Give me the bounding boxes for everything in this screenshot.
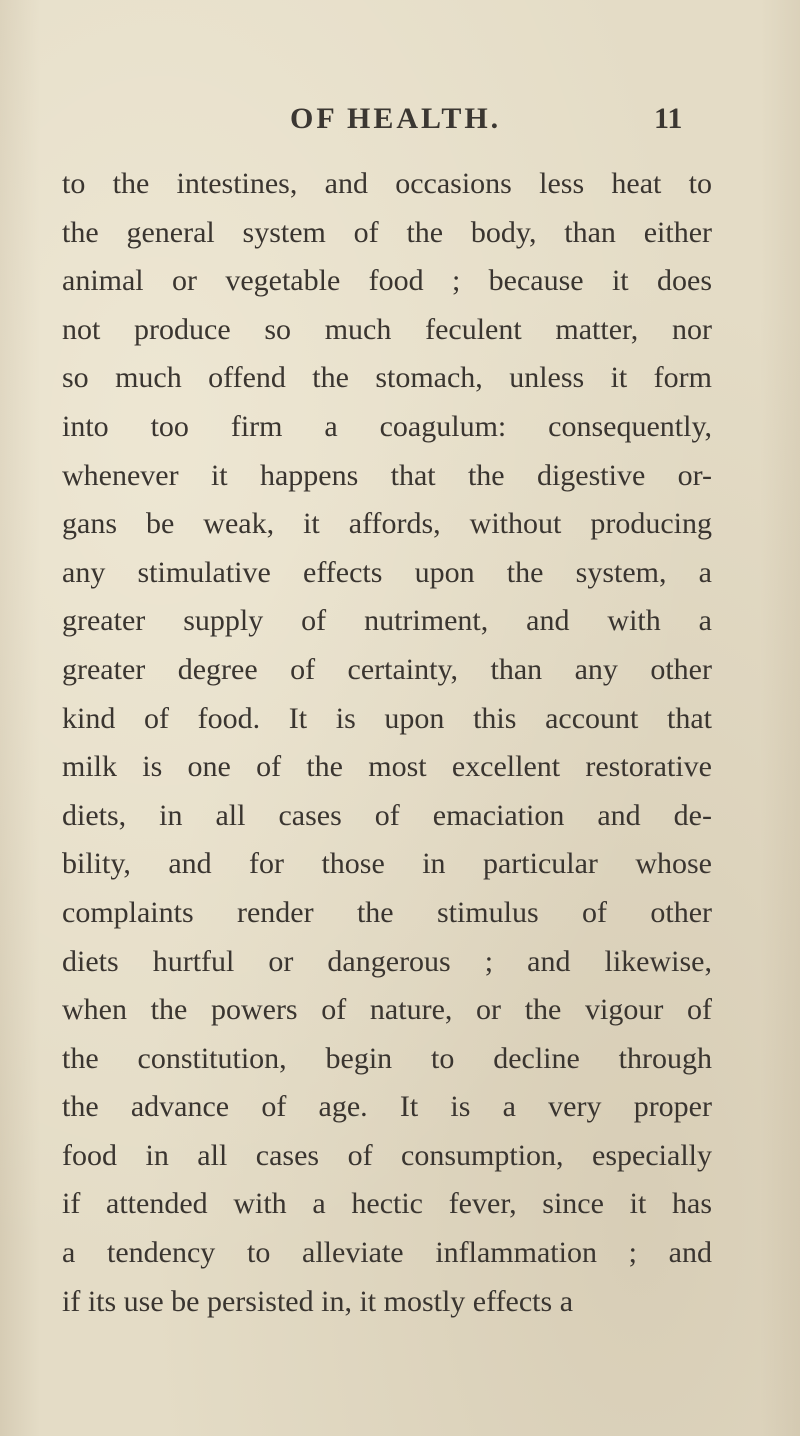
text-line: diets hurtful or dangerous ; and likewise, — [62, 944, 712, 978]
text-line: if its use be persisted in, it mostly effects a — [62, 1284, 574, 1318]
text-line: the general system of the body, than either — [62, 215, 712, 249]
text-line: not produce so much feculent matter, nor — [62, 312, 712, 346]
text-line: into too firm a coagulum: consequently, — [62, 409, 712, 443]
text-line: so much offend the stomach, unless it form — [62, 361, 712, 395]
text-line: kind of food. It is upon this account that — [62, 701, 712, 735]
running-title: OF HEALTH. — [290, 102, 502, 135]
text-line: the advance of age. It is a very proper — [62, 1090, 712, 1124]
text-line: a tendency to alleviate inflammation ; and — [62, 1236, 712, 1270]
text-line: milk is one of the most excellent restorative — [62, 750, 712, 784]
text-line: complaints render the stimulus of other — [62, 895, 712, 929]
body-text — [62, 160, 712, 1326]
text-line: food in all cases of consumption, especially — [62, 1138, 712, 1172]
text-line: animal or vegetable food ; because it does — [62, 264, 712, 298]
text-line: when the powers of nature, or the vigour of — [62, 993, 712, 1027]
text-line: if attended with a hectic fever, since it has — [62, 1187, 712, 1221]
text-line: gans be weak, it affords, without producing — [62, 507, 712, 541]
text-line: greater supply of nutriment, and with a — [62, 604, 712, 638]
text-line: diets, in all cases of emaciation and de- — [62, 798, 712, 832]
text-line: any stimulative effects upon the system, a — [62, 555, 712, 589]
text-line: the constitution, begin to decline through — [62, 1041, 712, 1075]
running-head — [0, 102, 800, 142]
text-line: bility, and for those in particular whose — [62, 847, 712, 881]
text-line: whenever it happens that the digestive or- — [62, 458, 712, 492]
text-line: greater degree of certainty, than any other — [62, 652, 712, 686]
text-line: to the intestines, and occasions less heat to — [62, 167, 712, 200]
page-number: 11 — [654, 102, 683, 135]
